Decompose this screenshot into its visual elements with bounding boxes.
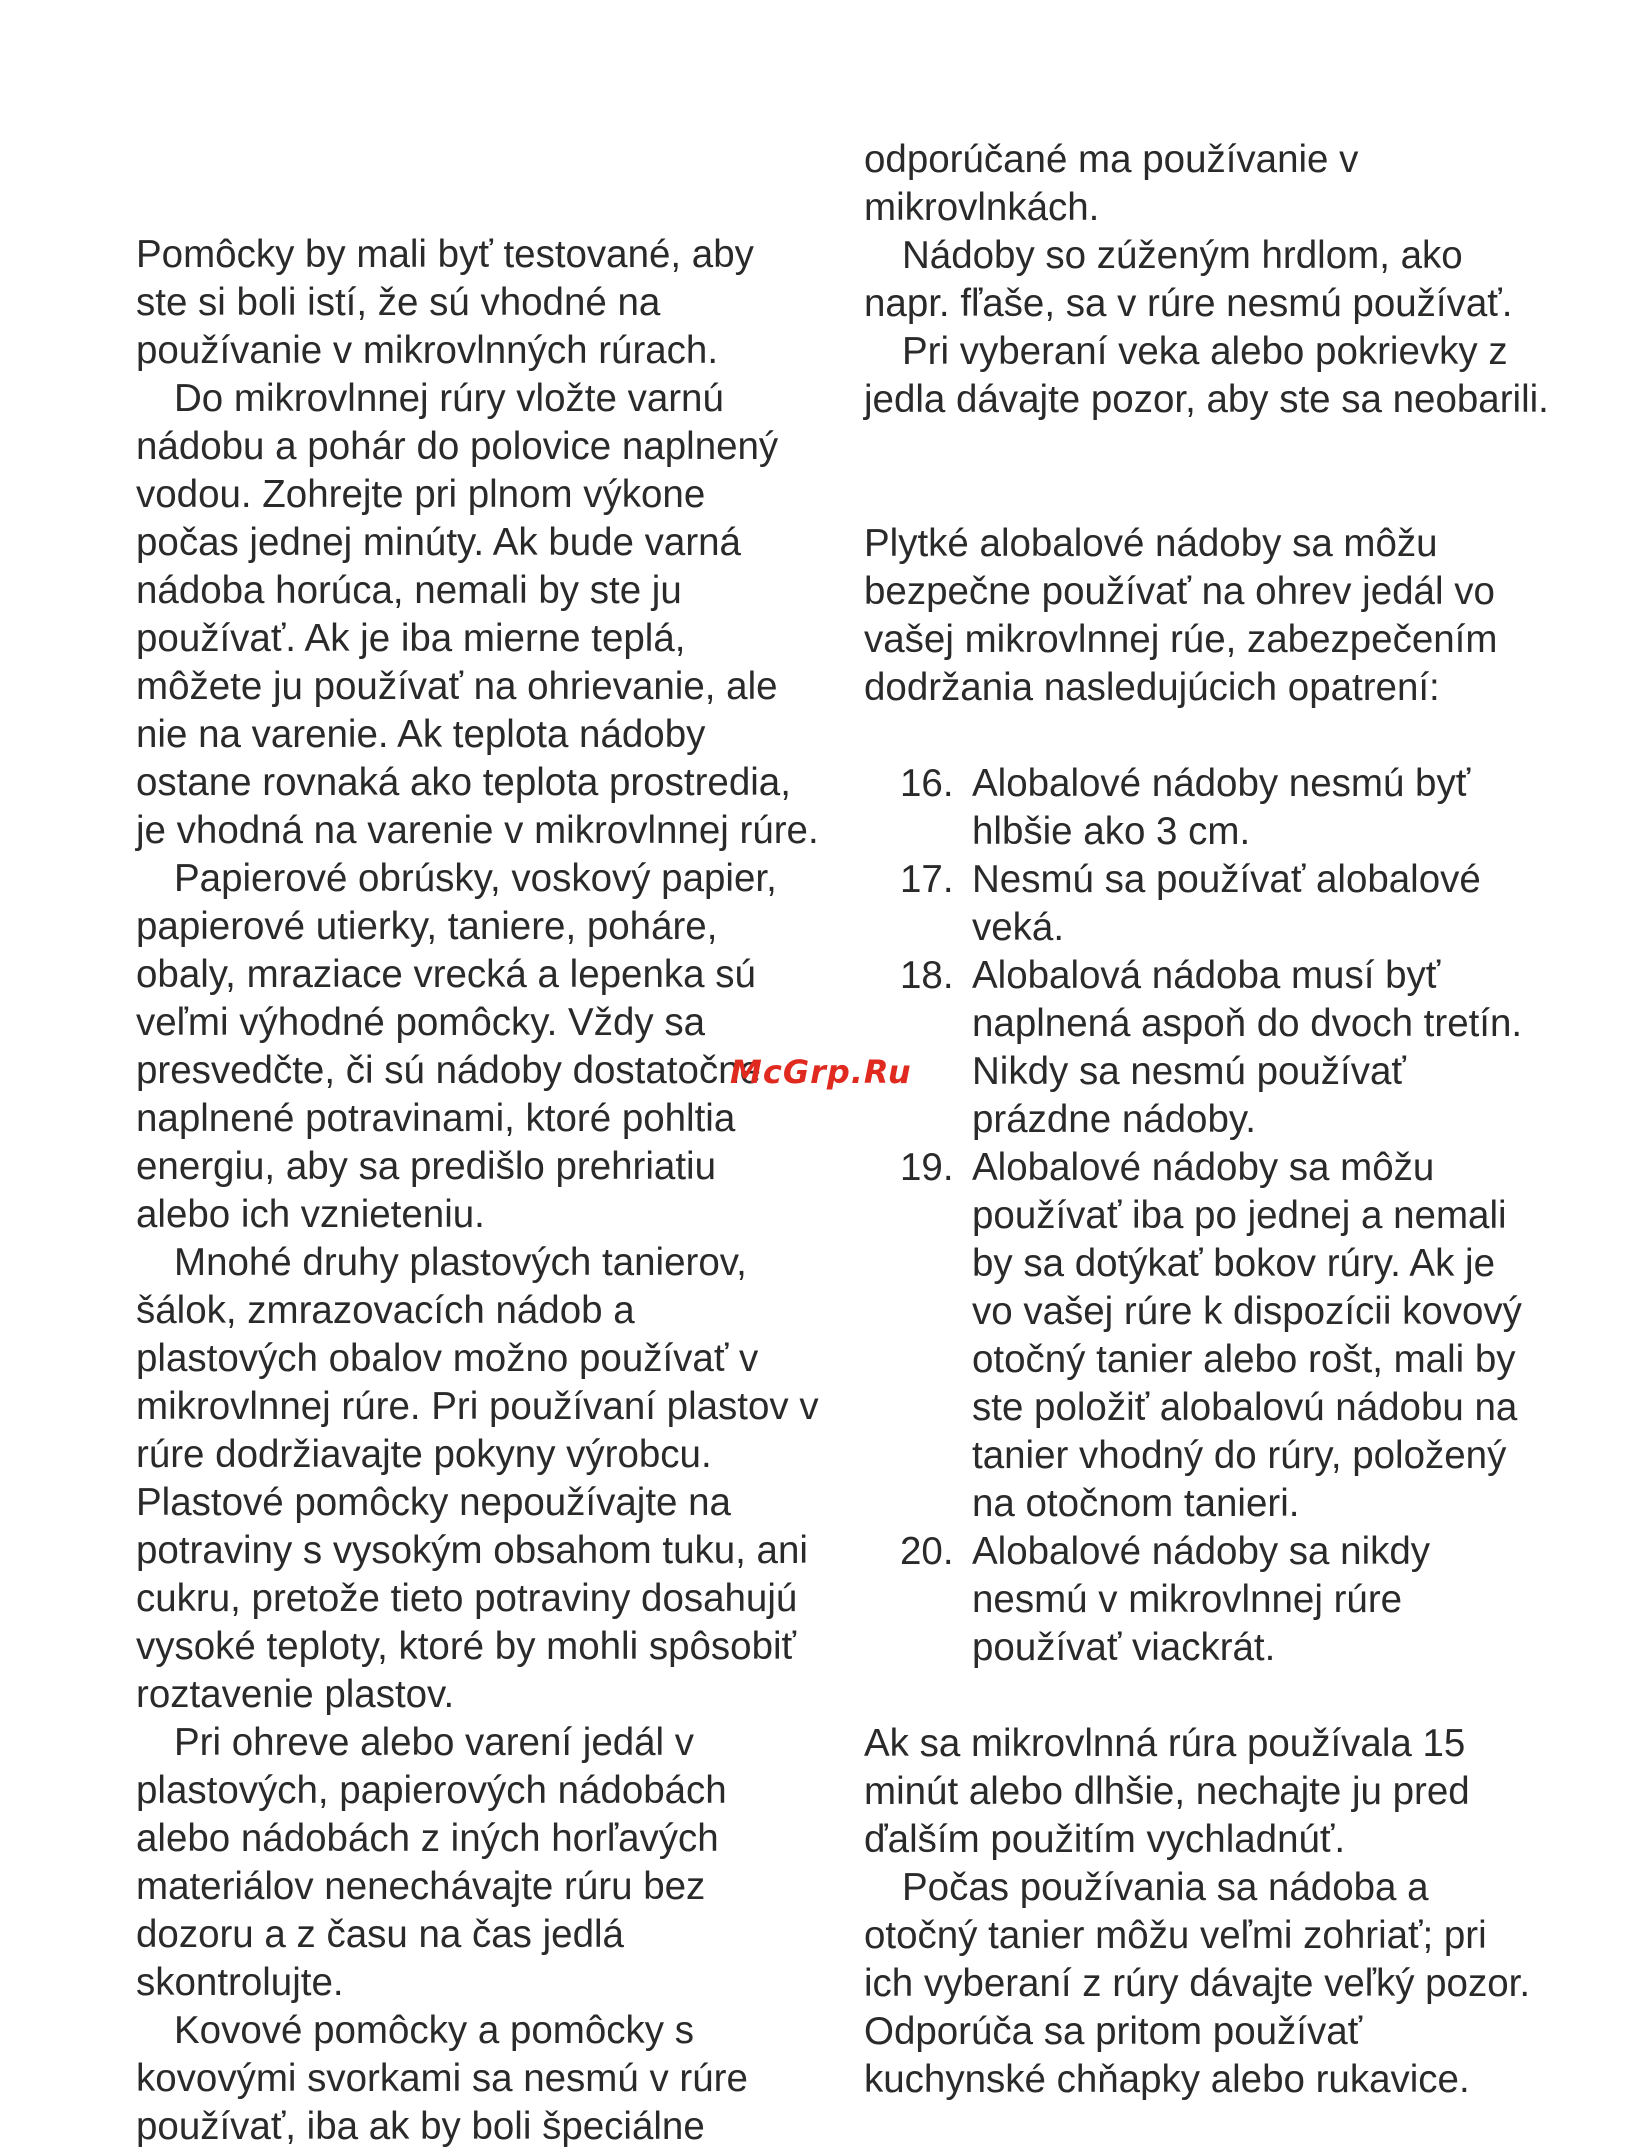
text-line: Nesmú sa používať alobalové — [972, 858, 1481, 901]
list-number: 16. — [900, 762, 954, 805]
text-line: Plastové pomôcky nepoužívajte na — [136, 1481, 731, 1524]
text-line: používať viackrát. — [972, 1626, 1276, 1669]
text-line: skontrolujte. — [136, 1961, 344, 2004]
text-line: alebo nádobách z iných horľavých — [136, 1817, 719, 1860]
text-line: vo vašej rúre k dispozícii kovový — [972, 1290, 1522, 1333]
text-line: papierové utierky, taniere, poháre, — [136, 905, 718, 948]
paragraph-metal-utensils — [136, 2007, 856, 2151]
text-line: Mnohé druhy plastových tanierov, — [174, 1241, 747, 1284]
list-item — [864, 760, 1584, 856]
text-line: Ak sa mikrovlnná rúra používala 15 — [864, 1722, 1466, 1765]
text-line: vodou. Zohrejte pri plnom výkone — [136, 473, 706, 516]
text-line: nádobu a pohár do polovice naplnený — [136, 425, 779, 468]
left-column — [136, 231, 856, 2151]
text-line: ostane rovnaká ako teplota prostredia, — [136, 761, 791, 804]
text-line: Do mikrovlnnej rúry vložte varnú — [174, 377, 724, 420]
text-line: otočný tanier môžu veľmi zohriať; pri — [864, 1914, 1487, 1957]
text-line: ste si boli istí, že sú vhodné na — [136, 281, 661, 324]
paragraph-hot-dish-caution — [864, 1864, 1584, 2104]
text-line: kuchynské chňapky alebo rukavice. — [864, 2058, 1470, 2101]
paragraph-lid-caution — [864, 328, 1584, 424]
text-line: Pomôcky by mali byť testované, aby — [136, 233, 754, 276]
paragraph-paper-utensils — [136, 855, 856, 1239]
text-line: dozoru a z času na čas jedlá — [136, 1913, 624, 1956]
text-line: alebo ich vznieteniu. — [136, 1193, 485, 1236]
text-line: mikrovlnnej rúre. Pri používaní plastov v — [136, 1385, 819, 1428]
list-item — [864, 1528, 1584, 1672]
text-line: Papierové obrúsky, voskový papier, — [174, 857, 777, 900]
list-number: 20. — [900, 1530, 954, 1573]
text-line: Odporúča sa pritom používať — [864, 2010, 1363, 2053]
text-line: Alobalové nádoby sa môžu — [972, 1146, 1435, 1189]
text-line: nesmú v mikrovlnnej rúre — [972, 1578, 1403, 1621]
text-line: plastových obalov možno používať v — [136, 1337, 759, 1380]
text-line: energiu, aby sa predišlo prehriatiu — [136, 1145, 716, 1188]
text-line: veká. — [972, 906, 1065, 949]
text-line: je vhodná na varenie v mikrovlnnej rúre. — [136, 809, 819, 852]
spacer — [864, 712, 1584, 760]
text-line: ďalším použitím vychladnúť. — [864, 1818, 1346, 1861]
text-line: materiálov nenechávajte rúru bez — [136, 1865, 706, 1908]
paragraph-flammable-containers — [136, 1719, 856, 2007]
text-line: šálok, zmrazovacích nádob a — [136, 1289, 635, 1332]
right-column — [864, 136, 1584, 2104]
text-line: Nikdy sa nesmú používať — [972, 1050, 1406, 1093]
text-line: minút alebo dlhšie, nechajte ju pred — [864, 1770, 1470, 1813]
list-number: 18. — [900, 954, 954, 997]
text-line: prázdne nádoby. — [972, 1098, 1256, 1141]
text-line: Pri ohreve alebo varení jedál v — [174, 1721, 695, 1764]
text-line: používať iba po jednej a nemali — [972, 1194, 1507, 1237]
paragraph-dish-test — [136, 375, 856, 855]
paragraph-continuation — [864, 136, 1584, 232]
text-line: počas jednej minúty. Ak bude varná — [136, 521, 741, 564]
spacer — [864, 1672, 1584, 1720]
text-line: ich vyberaní z rúry dávajte veľký pozor. — [864, 1962, 1531, 2005]
list-item — [864, 952, 1584, 1144]
text-line: roztavenie plastov. — [136, 1673, 455, 1716]
text-line: môžete ju používať na ohrievanie, ale — [136, 665, 778, 708]
text-line: napr. fľaše, sa v rúre nesmú používať. — [864, 282, 1513, 325]
text-line: používať. Ak je iba mierne teplá, — [136, 617, 686, 660]
text-line: Kovové pomôcky a pomôcky s — [174, 2009, 694, 2052]
text-line: Nádoby so zúženým hrdlom, ako — [902, 234, 1463, 277]
text-line: nádoba horúca, nemali by ste ju — [136, 569, 682, 612]
text-line: nie na varenie. Ak teplota nádoby — [136, 713, 706, 756]
text-line: jedla dávajte pozor, aby ste sa neobarili. — [864, 378, 1549, 421]
text-line: odporúčané ma používanie v — [864, 138, 1359, 181]
text-line: Pri vyberaní veka alebo pokrievky z — [902, 330, 1508, 373]
text-line: používanie v mikrovlnných rúrach. — [136, 329, 719, 372]
text-line: bezpečne používať na ohrev jedál vo — [864, 570, 1495, 613]
text-line: potraviny s vysokým obsahom tuku, ani — [136, 1529, 808, 1572]
paragraph-narrow-neck — [864, 232, 1584, 328]
text-line: Alobalové nádoby sa nikdy — [972, 1530, 1431, 1573]
paragraph-utensil-testing — [136, 231, 856, 375]
text-line: na otočnom tanieri. — [972, 1482, 1300, 1525]
text-line: cukru, pretože tieto potraviny dosahujú — [136, 1577, 798, 1620]
text-line: vysoké teploty, ktoré by mohli spôsobiť — [136, 1625, 796, 1668]
text-line: otočný tanier alebo rošt, mali by — [972, 1338, 1516, 1381]
text-line: kovovými svorkami sa nesmú v rúre — [136, 2057, 748, 2100]
text-line: ste položiť alobalovú nádobu na — [972, 1386, 1518, 1429]
text-line: vašej mikrovlnnej rúe, zabezpečením — [864, 618, 1498, 661]
text-line: presvedčte, či sú nádoby dostatočne — [136, 1049, 761, 1092]
paragraph-cooldown — [864, 1720, 1584, 1864]
text-line: rúre dodržiavajte pokyny výrobcu. — [136, 1433, 712, 1476]
text-line: Plytké alobalové nádoby sa môžu — [864, 522, 1438, 565]
text-line: Počas používania sa nádoba a — [902, 1866, 1429, 1909]
text-line: Alobalová nádoba musí byť — [972, 954, 1441, 997]
text-line: používať, iba ak by boli špeciálne — [136, 2105, 705, 2148]
text-line: hlbšie ako 3 cm. — [972, 810, 1251, 853]
list-item — [864, 1144, 1584, 1528]
text-line: tanier vhodný do rúry, položený — [972, 1434, 1507, 1477]
paragraph-plastic-utensils — [136, 1239, 856, 1719]
text-line: veľmi výhodné pomôcky. Vždy sa — [136, 1001, 706, 1044]
list-number: 17. — [900, 858, 954, 901]
list-number: 19. — [900, 1146, 954, 1189]
text-line: obaly, mraziace vrecká a lepenka sú — [136, 953, 756, 996]
text-line: naplnené potravinami, ktoré pohltia — [136, 1097, 736, 1140]
text-line: Alobalové nádoby nesmú byť — [972, 762, 1471, 805]
spacer — [864, 424, 1584, 520]
text-line: mikrovlnkách. — [864, 186, 1100, 229]
list-item — [864, 856, 1584, 952]
paragraph-aluminium-intro — [864, 520, 1584, 712]
watermark-logo: McGrp.Ru — [730, 1053, 912, 1091]
text-line: plastových, papierových nádobách — [136, 1769, 727, 1812]
text-line: dodržania nasledujúcich opatrení: — [864, 666, 1440, 709]
text-line: naplnená aspoň do dvoch tretín. — [972, 1002, 1523, 1045]
numbered-list — [864, 760, 1584, 1672]
text-line: by sa dotýkať bokov rúry. Ak je — [972, 1242, 1496, 1285]
